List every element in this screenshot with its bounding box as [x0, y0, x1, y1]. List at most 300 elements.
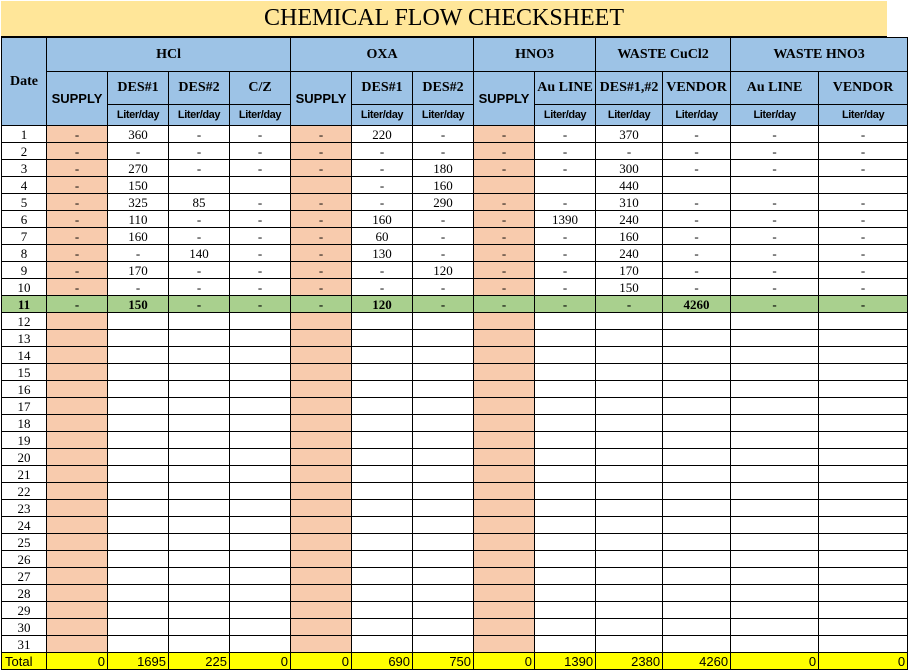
table-cell[interactable] — [731, 330, 819, 347]
table-cell[interactable]: - — [819, 160, 908, 177]
table-cell[interactable]: - — [291, 194, 352, 211]
table-cell[interactable]: - — [47, 279, 108, 296]
table-cell[interactable] — [663, 483, 731, 500]
table-cell[interactable]: - — [230, 160, 291, 177]
table-cell[interactable] — [819, 330, 908, 347]
table-cell[interactable] — [352, 432, 413, 449]
table-cell[interactable] — [230, 381, 291, 398]
table-cell[interactable] — [47, 517, 108, 534]
table-cell[interactable] — [663, 517, 731, 534]
table-cell[interactable] — [47, 534, 108, 551]
table-cell[interactable]: - — [291, 279, 352, 296]
table-cell[interactable] — [731, 432, 819, 449]
table-cell[interactable] — [731, 551, 819, 568]
table-cell[interactable] — [663, 177, 731, 194]
table-cell[interactable] — [352, 619, 413, 636]
table-cell[interactable] — [413, 330, 474, 347]
table-cell[interactable]: - — [413, 279, 474, 296]
table-cell[interactable] — [230, 347, 291, 364]
table-cell[interactable] — [413, 415, 474, 432]
table-cell[interactable] — [731, 585, 819, 602]
table-cell[interactable]: - — [291, 126, 352, 143]
table-cell[interactable]: 150 — [108, 296, 169, 313]
table-cell[interactable] — [663, 500, 731, 517]
table-cell[interactable] — [474, 398, 535, 415]
table-cell[interactable] — [535, 330, 596, 347]
table-cell[interactable]: - — [291, 228, 352, 245]
table-cell[interactable] — [47, 313, 108, 330]
table-cell[interactable]: - — [663, 279, 731, 296]
table-cell[interactable] — [230, 534, 291, 551]
table-cell[interactable] — [169, 602, 230, 619]
table-cell[interactable] — [230, 619, 291, 636]
table-cell[interactable]: - — [47, 177, 108, 194]
table-cell[interactable] — [731, 347, 819, 364]
table-cell[interactable]: 240 — [596, 245, 663, 262]
table-cell[interactable]: - — [291, 262, 352, 279]
table-cell[interactable] — [474, 313, 535, 330]
table-cell[interactable] — [47, 466, 108, 483]
table-cell[interactable] — [596, 500, 663, 517]
table-cell[interactable]: - — [731, 296, 819, 313]
table-cell[interactable] — [230, 568, 291, 585]
table-cell[interactable] — [819, 398, 908, 415]
table-cell[interactable]: - — [663, 228, 731, 245]
table-cell[interactable] — [352, 517, 413, 534]
table-cell[interactable]: - — [731, 194, 819, 211]
table-cell[interactable] — [819, 449, 908, 466]
table-cell[interactable] — [474, 432, 535, 449]
table-cell[interactable]: - — [47, 245, 108, 262]
table-cell[interactable] — [535, 602, 596, 619]
table-cell[interactable] — [819, 517, 908, 534]
table-cell[interactable] — [731, 177, 819, 194]
table-cell[interactable] — [352, 364, 413, 381]
table-cell[interactable] — [352, 330, 413, 347]
table-cell[interactable]: - — [819, 194, 908, 211]
table-cell[interactable] — [47, 636, 108, 653]
table-cell[interactable] — [291, 381, 352, 398]
table-cell[interactable] — [47, 568, 108, 585]
table-cell[interactable]: - — [413, 296, 474, 313]
table-cell[interactable] — [47, 619, 108, 636]
table-cell[interactable] — [731, 364, 819, 381]
table-cell[interactable] — [47, 398, 108, 415]
table-cell[interactable]: - — [291, 245, 352, 262]
table-cell[interactable]: 85 — [169, 194, 230, 211]
table-cell[interactable]: 1390 — [535, 211, 596, 228]
table-cell[interactable]: 270 — [108, 160, 169, 177]
table-cell[interactable]: 180 — [413, 160, 474, 177]
table-cell[interactable] — [413, 483, 474, 500]
table-cell[interactable] — [352, 636, 413, 653]
table-cell[interactable] — [819, 347, 908, 364]
table-cell[interactable]: 325 — [108, 194, 169, 211]
table-cell[interactable] — [535, 398, 596, 415]
table-cell[interactable] — [413, 449, 474, 466]
table-cell[interactable] — [731, 415, 819, 432]
table-cell[interactable]: - — [819, 262, 908, 279]
table-cell[interactable]: 4260 — [663, 296, 731, 313]
table-cell[interactable] — [291, 500, 352, 517]
table-cell[interactable] — [291, 347, 352, 364]
table-cell[interactable] — [169, 364, 230, 381]
table-cell[interactable] — [535, 534, 596, 551]
table-cell[interactable] — [535, 585, 596, 602]
table-cell[interactable] — [596, 364, 663, 381]
table-cell[interactable] — [535, 177, 596, 194]
table-cell[interactable] — [819, 364, 908, 381]
table-cell[interactable]: - — [352, 262, 413, 279]
table-cell[interactable]: - — [731, 279, 819, 296]
table-cell[interactable]: 360 — [108, 126, 169, 143]
table-cell[interactable] — [291, 585, 352, 602]
table-cell[interactable] — [596, 432, 663, 449]
table-cell[interactable] — [291, 636, 352, 653]
table-cell[interactable] — [596, 534, 663, 551]
table-cell[interactable]: - — [230, 126, 291, 143]
table-cell[interactable] — [663, 551, 731, 568]
table-cell[interactable] — [535, 364, 596, 381]
table-cell[interactable] — [47, 415, 108, 432]
table-cell[interactable]: - — [169, 160, 230, 177]
table-cell[interactable]: - — [474, 160, 535, 177]
table-cell[interactable] — [47, 330, 108, 347]
table-cell[interactable] — [413, 432, 474, 449]
table-cell[interactable] — [535, 347, 596, 364]
table-cell[interactable] — [230, 500, 291, 517]
table-cell[interactable] — [291, 534, 352, 551]
table-cell[interactable] — [352, 313, 413, 330]
table-cell[interactable] — [663, 619, 731, 636]
table-cell[interactable] — [731, 534, 819, 551]
table-cell[interactable]: 160 — [352, 211, 413, 228]
table-cell[interactable] — [413, 466, 474, 483]
table-cell[interactable]: - — [474, 245, 535, 262]
table-cell[interactable] — [596, 449, 663, 466]
table-cell[interactable]: - — [474, 126, 535, 143]
table-cell[interactable] — [474, 585, 535, 602]
table-cell[interactable] — [819, 432, 908, 449]
table-cell[interactable] — [291, 483, 352, 500]
table-cell[interactable]: 240 — [596, 211, 663, 228]
table-cell[interactable]: - — [731, 160, 819, 177]
table-cell[interactable] — [169, 517, 230, 534]
table-cell[interactable] — [596, 398, 663, 415]
table-cell[interactable] — [169, 177, 230, 194]
table-cell[interactable]: - — [731, 228, 819, 245]
table-cell[interactable] — [474, 534, 535, 551]
table-cell[interactable] — [108, 517, 169, 534]
table-cell[interactable]: - — [47, 228, 108, 245]
table-cell[interactable] — [169, 313, 230, 330]
table-cell[interactable] — [108, 364, 169, 381]
table-cell[interactable]: - — [108, 143, 169, 160]
table-cell[interactable]: - — [731, 211, 819, 228]
table-cell[interactable] — [169, 568, 230, 585]
table-cell[interactable]: - — [663, 245, 731, 262]
table-cell[interactable] — [108, 432, 169, 449]
table-cell[interactable] — [413, 568, 474, 585]
table-cell[interactable] — [47, 602, 108, 619]
table-cell[interactable]: - — [819, 126, 908, 143]
table-cell[interactable]: 150 — [108, 177, 169, 194]
table-cell[interactable]: - — [291, 143, 352, 160]
table-cell[interactable] — [474, 636, 535, 653]
table-cell[interactable] — [352, 568, 413, 585]
table-cell[interactable] — [663, 466, 731, 483]
table-cell[interactable] — [596, 415, 663, 432]
table-cell[interactable] — [47, 483, 108, 500]
table-cell[interactable] — [230, 636, 291, 653]
table-cell[interactable] — [474, 330, 535, 347]
table-cell[interactable] — [108, 568, 169, 585]
table-cell[interactable] — [474, 415, 535, 432]
table-cell[interactable] — [291, 398, 352, 415]
table-cell[interactable]: - — [596, 143, 663, 160]
table-cell[interactable] — [291, 330, 352, 347]
table-cell[interactable] — [352, 466, 413, 483]
table-cell[interactable] — [819, 381, 908, 398]
table-cell[interactable] — [819, 313, 908, 330]
table-cell[interactable] — [230, 432, 291, 449]
table-cell[interactable]: 130 — [352, 245, 413, 262]
table-cell[interactable] — [413, 602, 474, 619]
table-cell[interactable]: - — [474, 262, 535, 279]
table-cell[interactable]: - — [474, 194, 535, 211]
table-cell[interactable] — [169, 466, 230, 483]
table-cell[interactable] — [230, 466, 291, 483]
table-cell[interactable] — [819, 466, 908, 483]
table-cell[interactable] — [535, 551, 596, 568]
table-cell[interactable] — [596, 466, 663, 483]
table-cell[interactable] — [169, 449, 230, 466]
table-cell[interactable] — [352, 602, 413, 619]
table-cell[interactable] — [819, 619, 908, 636]
table-cell[interactable] — [474, 381, 535, 398]
table-cell[interactable] — [474, 602, 535, 619]
table-cell[interactable]: - — [474, 279, 535, 296]
table-cell[interactable]: - — [169, 126, 230, 143]
table-cell[interactable] — [352, 398, 413, 415]
table-cell[interactable] — [169, 432, 230, 449]
table-cell[interactable] — [108, 602, 169, 619]
table-cell[interactable]: - — [352, 177, 413, 194]
table-cell[interactable] — [352, 347, 413, 364]
table-cell[interactable] — [596, 568, 663, 585]
table-cell[interactable]: - — [663, 143, 731, 160]
table-cell[interactable]: 440 — [596, 177, 663, 194]
table-cell[interactable] — [352, 585, 413, 602]
table-cell[interactable]: - — [352, 194, 413, 211]
table-cell[interactable] — [474, 466, 535, 483]
table-cell[interactable]: - — [47, 262, 108, 279]
table-cell[interactable] — [413, 381, 474, 398]
table-cell[interactable] — [731, 500, 819, 517]
table-cell[interactable]: 120 — [352, 296, 413, 313]
table-cell[interactable]: - — [108, 279, 169, 296]
table-cell[interactable] — [535, 483, 596, 500]
table-cell[interactable] — [169, 330, 230, 347]
table-cell[interactable]: - — [535, 194, 596, 211]
table-cell[interactable] — [731, 636, 819, 653]
table-cell[interactable] — [47, 347, 108, 364]
table-cell[interactable] — [535, 568, 596, 585]
table-cell[interactable] — [291, 619, 352, 636]
table-cell[interactable] — [731, 313, 819, 330]
table-cell[interactable] — [663, 364, 731, 381]
table-cell[interactable]: - — [819, 279, 908, 296]
table-cell[interactable] — [535, 636, 596, 653]
table-cell[interactable]: 170 — [596, 262, 663, 279]
table-cell[interactable] — [108, 449, 169, 466]
table-cell[interactable] — [291, 313, 352, 330]
table-cell[interactable] — [663, 534, 731, 551]
table-cell[interactable] — [47, 432, 108, 449]
table-cell[interactable] — [819, 500, 908, 517]
table-cell[interactable] — [291, 517, 352, 534]
table-cell[interactable] — [108, 466, 169, 483]
table-cell[interactable] — [596, 381, 663, 398]
table-cell[interactable] — [352, 381, 413, 398]
table-cell[interactable]: - — [291, 211, 352, 228]
table-cell[interactable] — [169, 398, 230, 415]
table-cell[interactable] — [291, 432, 352, 449]
table-cell[interactable] — [663, 602, 731, 619]
table-cell[interactable] — [663, 568, 731, 585]
table-cell[interactable]: - — [47, 296, 108, 313]
table-cell[interactable]: - — [169, 279, 230, 296]
table-cell[interactable] — [169, 619, 230, 636]
table-cell[interactable] — [474, 500, 535, 517]
table-cell[interactable] — [596, 551, 663, 568]
table-cell[interactable] — [474, 449, 535, 466]
table-cell[interactable]: 310 — [596, 194, 663, 211]
table-cell[interactable] — [474, 364, 535, 381]
table-cell[interactable]: - — [413, 228, 474, 245]
table-cell[interactable] — [291, 415, 352, 432]
table-cell[interactable] — [535, 517, 596, 534]
table-cell[interactable] — [413, 364, 474, 381]
table-cell[interactable]: - — [663, 194, 731, 211]
table-cell[interactable]: - — [663, 126, 731, 143]
table-cell[interactable] — [47, 364, 108, 381]
table-cell[interactable] — [47, 449, 108, 466]
table-cell[interactable]: 140 — [169, 245, 230, 262]
table-cell[interactable] — [169, 381, 230, 398]
table-cell[interactable] — [663, 381, 731, 398]
table-cell[interactable]: - — [47, 126, 108, 143]
table-cell[interactable] — [535, 415, 596, 432]
table-cell[interactable] — [169, 500, 230, 517]
table-cell[interactable] — [596, 313, 663, 330]
table-cell[interactable] — [169, 347, 230, 364]
table-cell[interactable] — [663, 432, 731, 449]
table-cell[interactable]: - — [230, 194, 291, 211]
table-cell[interactable]: - — [535, 228, 596, 245]
table-cell[interactable]: - — [230, 245, 291, 262]
table-cell[interactable]: 370 — [596, 126, 663, 143]
table-cell[interactable] — [291, 466, 352, 483]
table-cell[interactable] — [663, 347, 731, 364]
table-cell[interactable] — [474, 619, 535, 636]
table-cell[interactable]: - — [663, 262, 731, 279]
table-cell[interactable]: - — [169, 228, 230, 245]
table-cell[interactable] — [819, 585, 908, 602]
table-cell[interactable] — [230, 313, 291, 330]
table-cell[interactable] — [474, 347, 535, 364]
table-cell[interactable] — [474, 177, 535, 194]
table-cell[interactable] — [169, 534, 230, 551]
table-cell[interactable] — [413, 636, 474, 653]
table-cell[interactable] — [413, 347, 474, 364]
table-cell[interactable] — [108, 636, 169, 653]
table-cell[interactable]: - — [535, 262, 596, 279]
table-cell[interactable] — [230, 177, 291, 194]
table-cell[interactable] — [731, 398, 819, 415]
table-cell[interactable]: - — [731, 126, 819, 143]
table-cell[interactable]: - — [230, 279, 291, 296]
table-cell[interactable] — [663, 313, 731, 330]
table-cell[interactable] — [535, 466, 596, 483]
table-cell[interactable] — [230, 364, 291, 381]
table-cell[interactable] — [731, 381, 819, 398]
table-cell[interactable] — [108, 330, 169, 347]
table-cell[interactable] — [535, 449, 596, 466]
table-cell[interactable]: - — [413, 126, 474, 143]
table-cell[interactable] — [663, 398, 731, 415]
table-cell[interactable]: 60 — [352, 228, 413, 245]
table-cell[interactable]: - — [230, 262, 291, 279]
table-cell[interactable]: - — [535, 126, 596, 143]
table-cell[interactable] — [47, 585, 108, 602]
table-cell[interactable] — [230, 449, 291, 466]
table-cell[interactable] — [819, 602, 908, 619]
table-cell[interactable]: - — [169, 143, 230, 160]
table-cell[interactable]: - — [731, 262, 819, 279]
table-cell[interactable]: - — [47, 143, 108, 160]
table-cell[interactable] — [47, 381, 108, 398]
table-cell[interactable] — [474, 483, 535, 500]
table-cell[interactable] — [731, 517, 819, 534]
table-cell[interactable] — [291, 177, 352, 194]
table-cell[interactable] — [108, 415, 169, 432]
table-cell[interactable]: - — [819, 228, 908, 245]
table-cell[interactable]: - — [352, 143, 413, 160]
table-cell[interactable]: - — [230, 228, 291, 245]
table-cell[interactable]: 290 — [413, 194, 474, 211]
table-cell[interactable] — [474, 568, 535, 585]
table-cell[interactable]: 300 — [596, 160, 663, 177]
table-cell[interactable] — [108, 398, 169, 415]
table-cell[interactable]: - — [731, 245, 819, 262]
table-cell[interactable]: - — [731, 143, 819, 160]
table-cell[interactable] — [413, 551, 474, 568]
table-cell[interactable] — [663, 330, 731, 347]
table-cell[interactable] — [819, 551, 908, 568]
table-cell[interactable] — [291, 602, 352, 619]
table-cell[interactable]: 120 — [413, 262, 474, 279]
table-cell[interactable]: - — [535, 143, 596, 160]
table-cell[interactable] — [413, 534, 474, 551]
table-cell[interactable] — [819, 177, 908, 194]
table-cell[interactable] — [663, 636, 731, 653]
table-cell[interactable]: - — [413, 245, 474, 262]
table-cell[interactable] — [731, 466, 819, 483]
table-cell[interactable] — [596, 517, 663, 534]
table-cell[interactable] — [596, 347, 663, 364]
table-cell[interactable] — [731, 449, 819, 466]
